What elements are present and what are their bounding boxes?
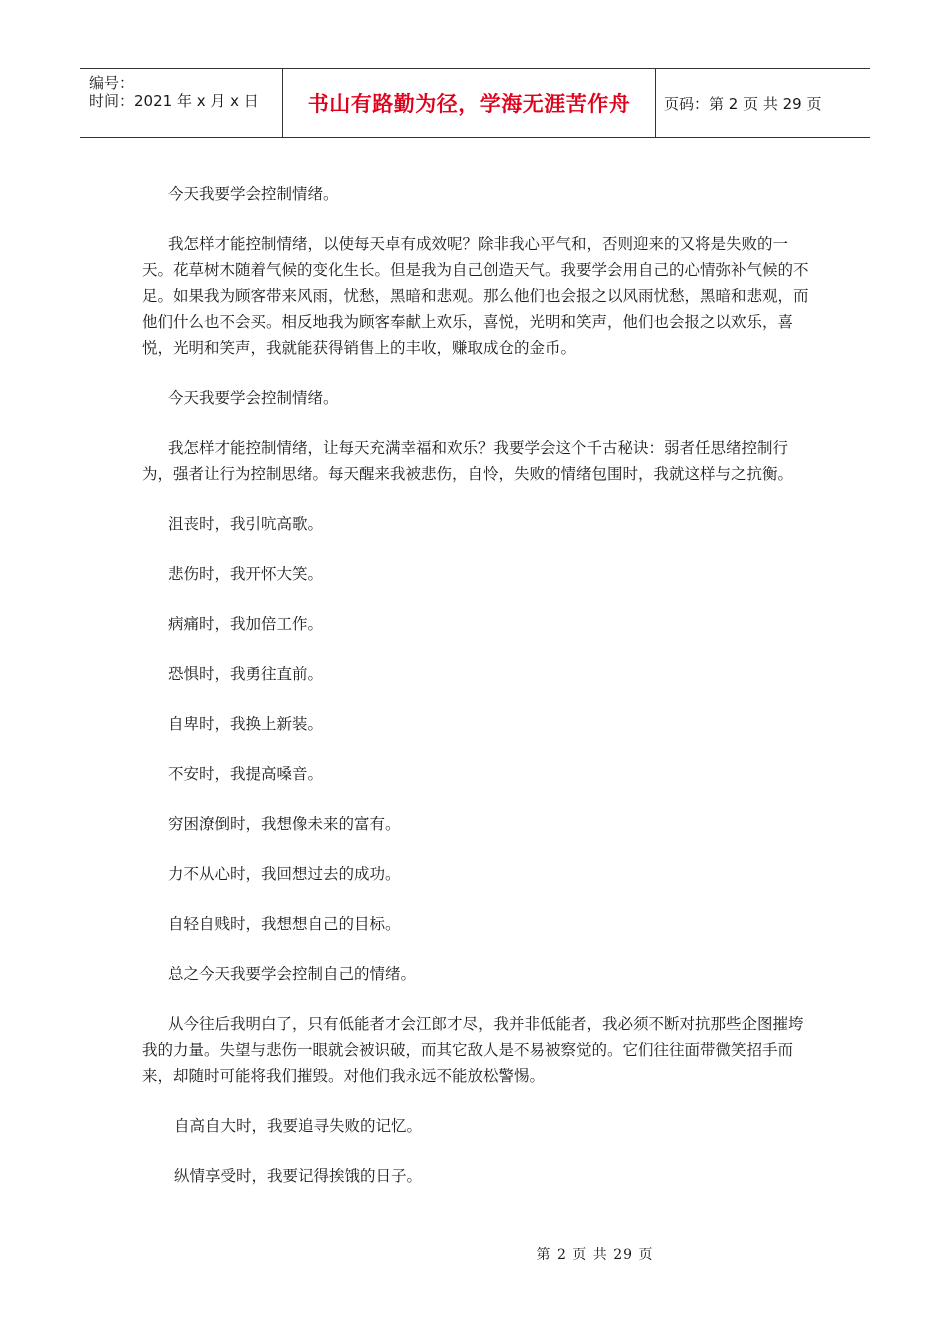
paragraph: 我怎样才能控制情绪，以使每天卓有成效呢？除非我心平气和，否则迎来的又将是失败的一天。花草树木随着气候的变化生长。但是我为自己创造天气。我要学会用自己的心情弥补气候的不足。如果我为顾客带来风雨，忧愁，黑暗和悲观。那么他们也会报之以风雨忧愁，黑暗和悲观，而他们什么也不会买。相反地我为顾客奉献上欢乐，喜悦，光明和笑声，他们也会报之以欢乐，喜悦，光明和笑声，我就能获得销售上的丰收，赚取成仓的金币。 <box>142 235 809 357</box>
paragraph: 自高自大时，我要追寻失败的记忆。 <box>174 1117 423 1135</box>
paragraph: 今天我要学会控制情绪。 <box>168 389 339 407</box>
paragraph: 我怎样才能控制情绪，让每天充满幸福和欢乐？我要学会这个千古秘诀：弱者任思绪控制行为，强者让行为控制思绪。每天醒来我被悲伤，自怜，失败的情绪包围时，我就这样与之抗衡。 <box>142 439 794 483</box>
header-meta <box>80 69 282 137</box>
paragraph: 悲伤时，我开怀大笑。 <box>168 565 324 583</box>
paragraph: 自轻自贱时，我想想自己的目标。 <box>168 915 401 933</box>
header-motto-cell <box>282 69 656 137</box>
header-page-info: 页码：第 2 页 共 29 页 <box>664 94 822 113</box>
page-footer <box>0 1244 950 1264</box>
paragraph: 恐惧时，我勇往直前。 <box>168 665 324 683</box>
header-motto: 书山有路勤为径，学海无涯苦作舟 <box>307 92 631 116</box>
paragraph: 纵情享受时，我要记得挨饿的日子。 <box>174 1167 423 1185</box>
footer-page-number: 第 2 页 共 29 页 <box>536 1247 654 1263</box>
paragraph: 今天我要学会控制情绪。 <box>168 185 339 203</box>
page-header <box>80 68 870 138</box>
paragraph: 病痛时，我加倍工作。 <box>168 615 324 633</box>
paragraph: 不安时，我提高嗓音。 <box>168 765 324 783</box>
document-date: 时间：2021 年 x 月 x 日 <box>89 92 259 110</box>
paragraph: 穷困潦倒时，我想像未来的富有。 <box>168 815 401 833</box>
document-number-label: 编号： <box>89 74 135 92</box>
paragraph: 自卑时，我换上新装。 <box>168 715 324 733</box>
paragraph: 力不从心时，我回想过去的成功。 <box>168 865 401 883</box>
paragraph: 总之今天我要学会控制自己的情绪。 <box>168 965 417 983</box>
document-body <box>142 181 810 1189</box>
paragraph: 从今往后我明白了，只有低能者才会江郎才尽，我并非低能者，我必须不断对抗那些企图摧垮我的力量。失望与悲伤一眼就会被识破，而其它敌人是不易被察觉的。它们往往面带微笑招手而来，却随时可能将我们摧毁。对他们我永远不能放松警惕。 <box>142 1015 804 1085</box>
paragraph: 沮丧时，我引吭高歌。 <box>168 515 324 533</box>
